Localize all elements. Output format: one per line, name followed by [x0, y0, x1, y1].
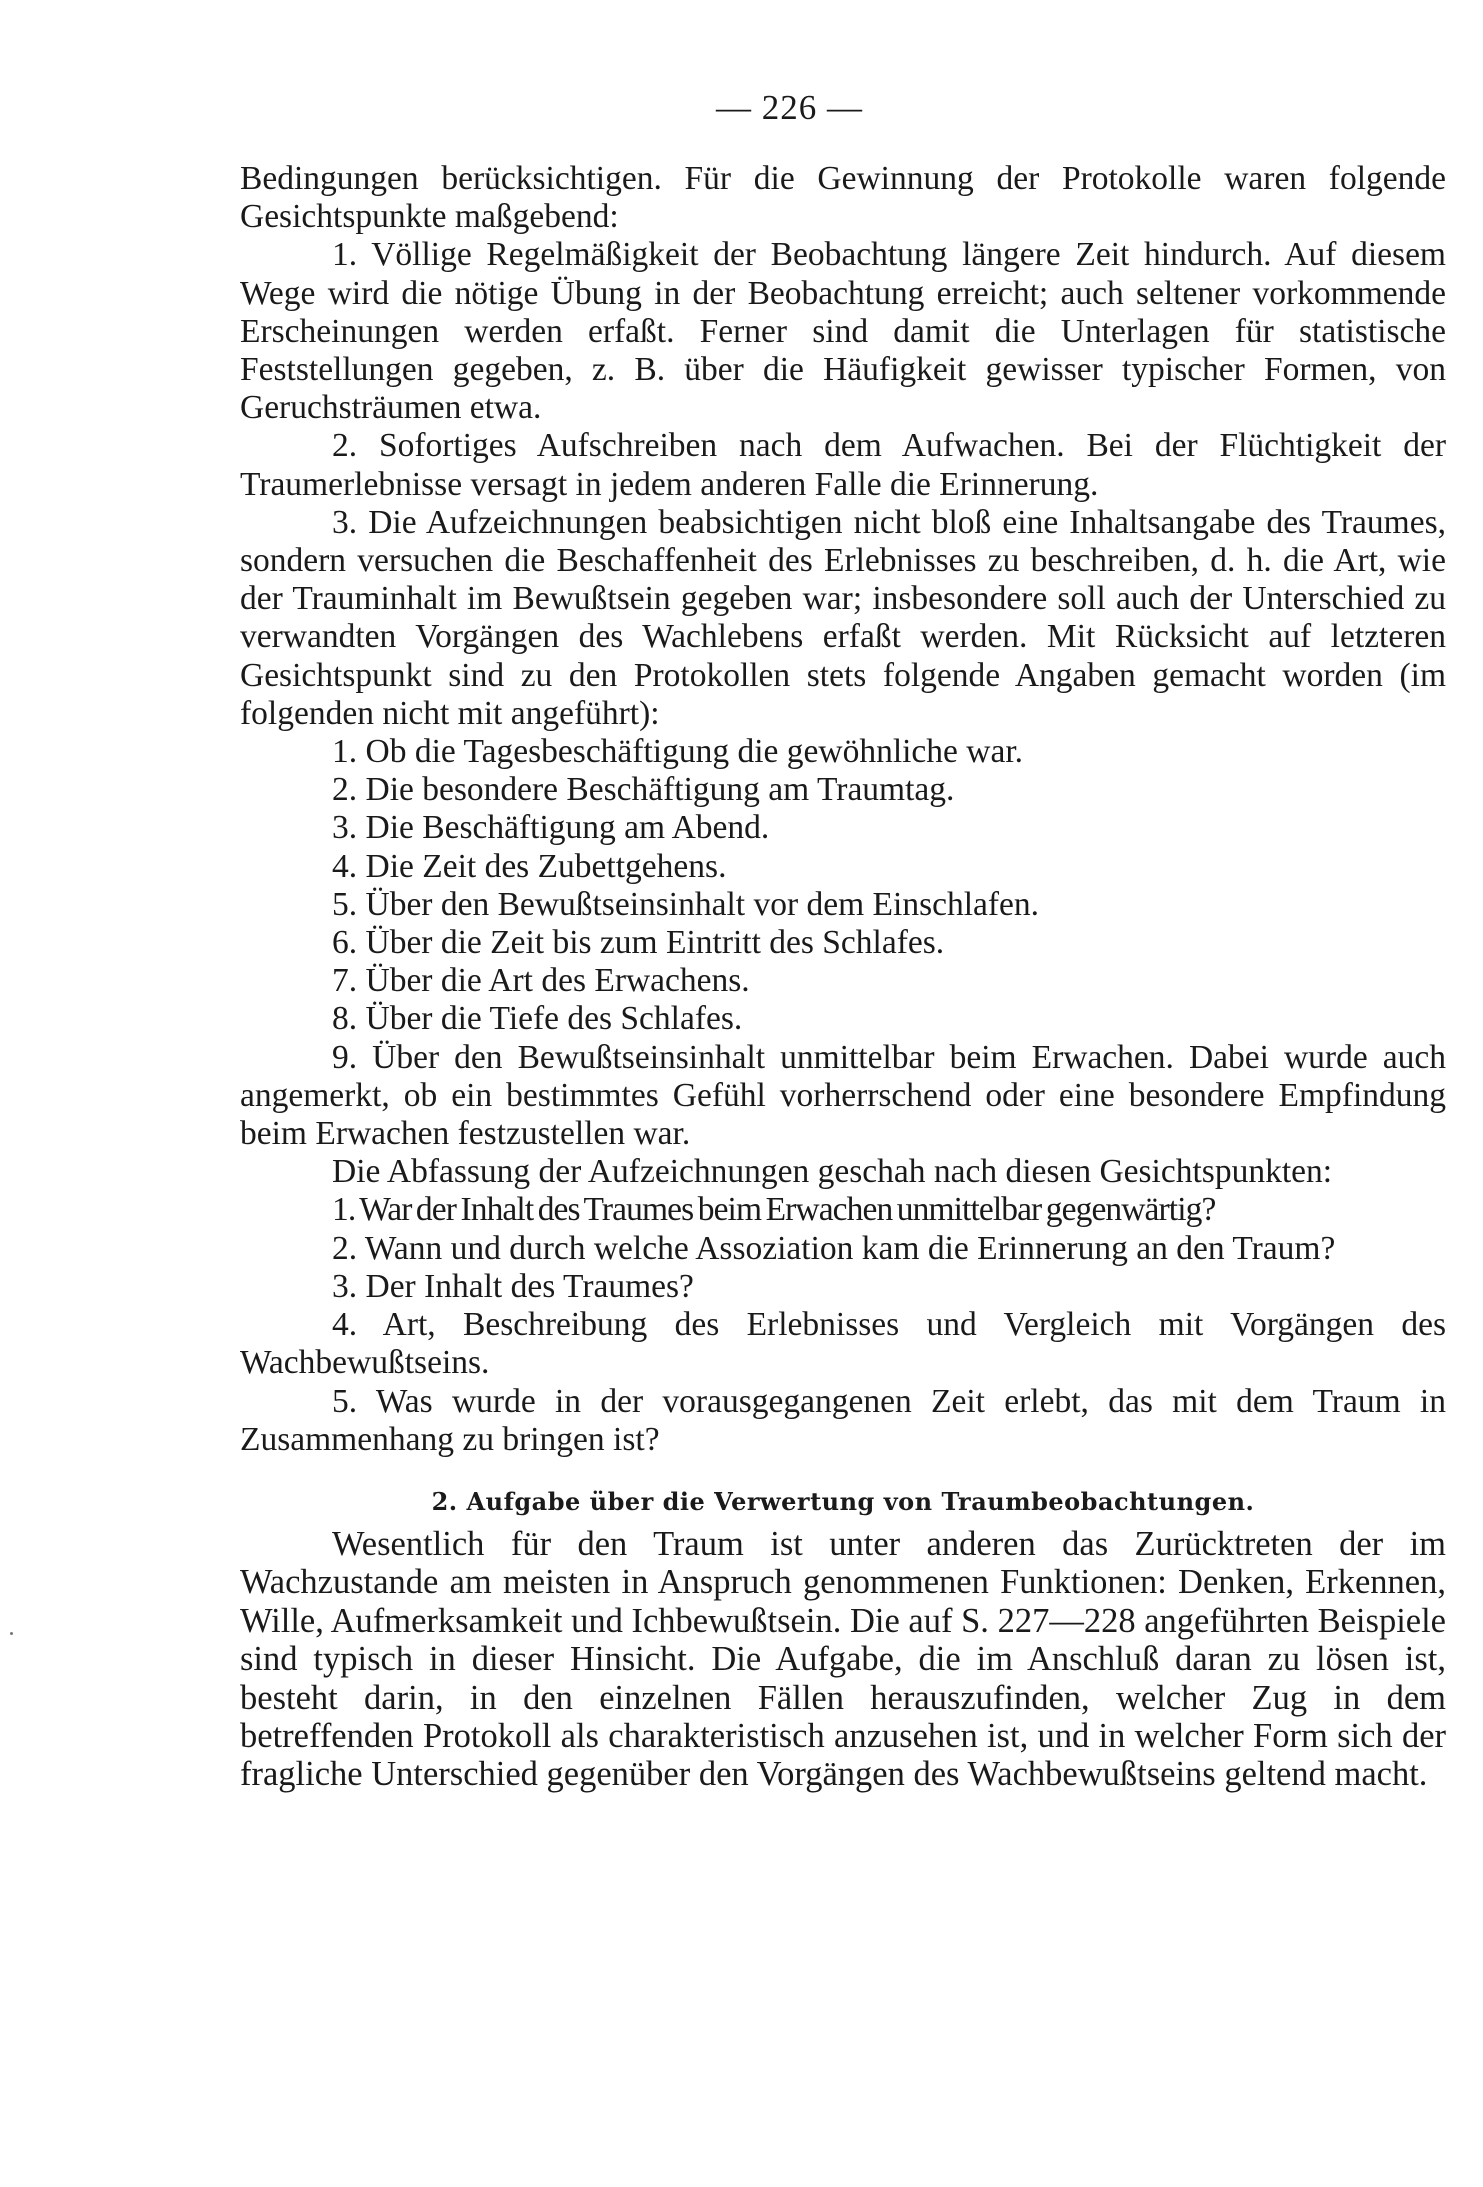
question-item: 2. Wann und durch welche Assoziation kam die Erinnerung an den Traum?: [332, 1229, 1336, 1267]
question-item: 3. Der Inhalt des Traumes?: [332, 1267, 694, 1305]
page-number: — 226 —: [716, 88, 863, 127]
question-item: 1. War der Inhalt des Traumes beim Erwachen unmittelbar gegenwärtig?: [332, 1191, 1216, 1229]
paragraph-point-1: 1. Völlige Regelmäßigkeit der Beobachtung längere Zeit hindurch. Auf diesem Wege wird die nötige Übung in der Beobachtung erreicht; auch seltener vorkommende Erscheinungen werden erfaßt. Ferner sind damit die Unterlagen für statistische Feststellungen gegeben, z. B. über die Häufigkeit gewisser typischer Formen, von Geruchsträumen etwa.: [240, 236, 1446, 427]
scan-speck: [10, 1632, 13, 1635]
paragraph-intro: Bedingungen berücksichtigen. Für die Gewinnung der Protokolle waren folgende Gesichtspunkte maßgebend:: [240, 160, 1446, 236]
section-paragraph: Wesentlich für den Traum ist unter anderen das Zurücktreten der im Wachzustande am meisten in Anspruch genommenen Funktionen: Denken, Erkennen, Wille, Aufmerksamkeit und Ichbewußtsein. Die auf S. 227—228 angeführten Beispiele sind typisch in dieser Hinsicht. Die Aufgabe, die im Anschluß daran zu lösen ist, besteht darin, in den einzelnen Fällen herauszufinden, welcher Zug in dem betreffenden Protokoll als charakteristisch anzusehen ist, und in welcher Form sich der fragliche Unterschied gegenüber den Vorgängen des Wachbewußtseins geltend macht.: [240, 1524, 1446, 1794]
paragraph-point-2: 2. Sofortiges Aufschreiben nach dem Aufwachen. Bei der Flüchtigkeit der Traumerlebnisse versagt in jedem anderen Falle die Erinnerung.: [240, 427, 1446, 503]
list-item: 5. Über den Bewußtseinsinhalt vor dem Einschlafen.: [332, 885, 1040, 923]
list-item: 8. Über die Tiefe des Schlafes.: [332, 1000, 743, 1038]
list-item-9: 9. Über den Bewußtseinsinhalt unmittelbar beim Erwachen. Dabei wurde auch angemerkt, ob ein bestimmtes Gefühl vorherrschend oder eine besondere Empfindung beim Erwachen festzustellen war.: [240, 1038, 1446, 1153]
question-item: 4. Art, Beschreibung des Erlebnisses und Vergleich mit Vorgängen des Wachbewußtseins.: [240, 1306, 1446, 1382]
list-item: 1. Ob die Tagesbeschäftigung die gewöhnliche war.: [332, 733, 1024, 771]
list-item: 3. Die Beschäftigung am Abend.: [332, 809, 770, 847]
list-item: 4. Die Zeit des Zubettgehens.: [332, 847, 727, 885]
questions-list: [240, 1191, 1446, 1458]
page-body: [240, 160, 1446, 1794]
details-list: [240, 733, 1446, 1039]
section-heading: 2. Aufgabe über die Verwertung von Traumbeobachtungen.: [431, 1486, 1255, 1516]
paragraph-point-3: 3. Die Aufzeichnungen beabsichtigen nicht bloß eine Inhaltsangabe des Traumes, sondern versuchen die Beschaffenheit des Erlebnisses zu beschreiben, d. h. die Art, wie der Trauminhalt im Bewußtsein gegeben war; insbesondere soll auch der Unterschied zu verwandten Vorgängen des Wachlebens erfaßt werden. Mit Rücksicht auf letzteren Gesichtspunkt sind zu den Protokollen stets folgende Angaben gemacht worden (im folgenden nicht mit angeführt):: [240, 503, 1446, 732]
list-item: 7. Über die Art des Erwachens.: [332, 962, 750, 1000]
list-item: 2. Die besondere Beschäftigung am Traumtag.: [332, 771, 955, 809]
question-item: 5. Was wurde in der vorausgegangenen Zeit erlebt, das mit dem Traum in Zusammenhang zu bringen ist?: [240, 1382, 1446, 1458]
list-item: 6. Über die Zeit bis zum Eintritt des Schlafes.: [332, 924, 945, 962]
paragraph-record-intro: Die Abfassung der Aufzeichnungen geschah nach diesen Gesichtspunkten:: [332, 1153, 1333, 1191]
